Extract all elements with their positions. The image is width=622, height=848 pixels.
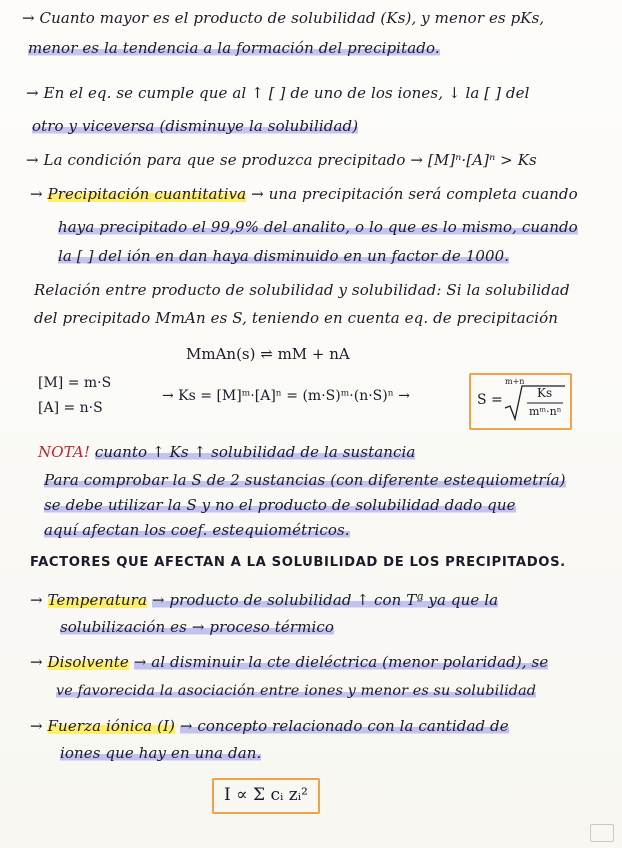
note-sentence-cont: aquí afectan los coef. estequiométricos. — [44, 521, 350, 539]
concentration-a: [A] = n·S — [38, 400, 103, 416]
text-line — [34, 308, 558, 328]
text-line — [26, 150, 537, 170]
watermark-logo-icon — [590, 824, 614, 842]
factor-description: → al disminuir la cte dieléctrica (menor polaridad), se — [133, 653, 549, 671]
ks-expression: → Ks = [M]ᵐ·[A]ⁿ = (m·S)ᵐ·(n·S)ⁿ → — [162, 388, 410, 404]
text-line — [34, 280, 570, 300]
text-line — [44, 520, 350, 540]
relation-sentence: Relación entre producto de solubilidad y solubilidad: Si la solubilidad — [34, 281, 570, 299]
fraction-denominator: mᵐ·nⁿ — [529, 405, 562, 418]
sentence-equilibrium-cont: otro y viceversa (disminuye la solubilidad) — [32, 117, 359, 135]
factor-description: → producto de solubilidad ↑ con Tª ya que la — [151, 591, 499, 609]
factor-description-cont: iones que hay en una dan. — [60, 744, 262, 762]
text-line — [30, 716, 509, 736]
definition-text: → una precipitación será completa cuando — [251, 185, 578, 203]
text-line — [60, 743, 261, 763]
solubility-formula-box — [469, 373, 572, 430]
note-sentence-cont: se debe utilizar la S y no el producto de solubilidad dado que — [44, 496, 516, 514]
fraction-numerator: Ks — [537, 386, 553, 400]
text-line — [30, 652, 548, 672]
text-line — [60, 617, 334, 637]
text-line — [30, 590, 498, 610]
text-line — [22, 8, 544, 28]
text-line — [32, 116, 358, 136]
arrow-icon: → — [30, 591, 43, 609]
factor-description-cont: solubilización es → proceso térmico — [60, 618, 334, 636]
text-line — [38, 442, 415, 462]
text-line — [58, 246, 509, 266]
factor-description-cont: ve favorecida la asociación entre iones y menor es su solubilidad — [56, 683, 537, 699]
sentence-ks-tendency-cont: menor es la tendencia a la formación del precipitado. — [28, 39, 440, 57]
section-heading: FACTORES QUE AFECTAN A LA SOLUBILIDAD DE LOS PRECIPITADOS. — [30, 555, 566, 570]
arrow-icon: → — [30, 717, 43, 735]
text-line — [58, 217, 578, 237]
text-line — [28, 38, 440, 58]
precipitate-condition: → La condición para que se produzca precipitado → [M]ⁿ·[A]ⁿ > Ks — [26, 151, 537, 169]
relation-sentence-cont: del precipitado MmAn es S, teniendo en cuenta eq. de precipitación — [34, 309, 559, 327]
note-sentence-cont: Para comprobar la S de 2 sustancias (con diferente estequiometría) — [44, 471, 566, 489]
arrow-icon: → — [30, 185, 43, 203]
note-sentence: cuanto ↑ Ks ↑ solubilidad de la sustancia — [94, 443, 416, 461]
text-line — [44, 495, 516, 515]
dissolution-equation: MmAn(s) ⇌ mM + nA — [186, 345, 350, 363]
sentence-ks-tendency: → Cuanto mayor es el producto de solubilidad (Ks), y menor es pKs, — [22, 9, 545, 27]
term-precipitacion-cuantitativa: Precipitación cuantitativa — [47, 185, 247, 203]
root-index: m+n — [505, 377, 525, 386]
text-line — [26, 83, 530, 103]
text-line — [44, 470, 566, 490]
note-label: NOTA! — [38, 443, 90, 461]
term-disolvente: Disolvente — [47, 653, 129, 671]
ionic-strength-box — [212, 778, 320, 814]
term-temperatura: Temperatura — [47, 591, 147, 609]
ionic-strength-formula: I ∝ Σ cᵢ zᵢ² — [224, 785, 308, 805]
factor-description: → concepto relacionado con la cantidad de — [179, 717, 509, 735]
definition-text-cont: haya precipitado el 99,9% del analito, o lo que es lo mismo, cuando — [58, 218, 578, 236]
arrow-icon: → — [30, 653, 43, 671]
sentence-equilibrium: → En el eq. se cumple que al ↑ [ ] de uno de los iones, ↓ la [ ] del — [26, 84, 530, 102]
text-line — [56, 681, 536, 701]
term-fuerza-ionica: Fuerza iónica (I) — [47, 717, 176, 735]
concentration-m: [M] = m·S — [38, 375, 112, 391]
solubility-symbol: S = — [477, 392, 503, 408]
text-line — [30, 184, 578, 204]
definition-text-cont: la [ ] del ión en dan haya disminuido en un factor de 1000. — [58, 247, 510, 265]
